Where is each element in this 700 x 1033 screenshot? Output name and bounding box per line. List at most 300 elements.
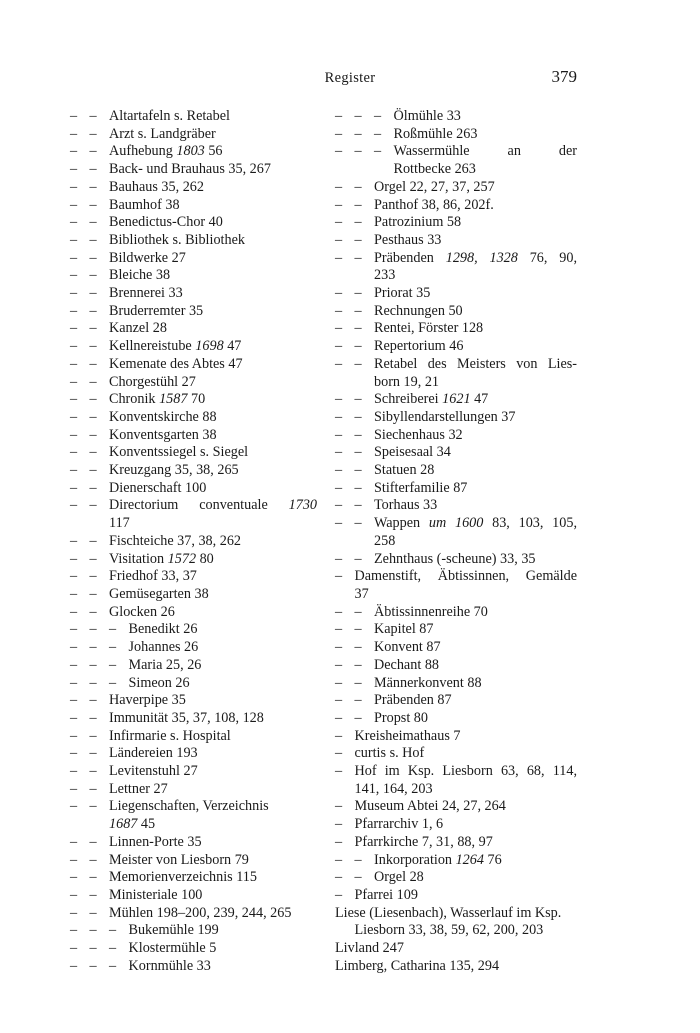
entry-dash: – [335, 515, 343, 532]
index-entry [70, 781, 317, 799]
index-entry [70, 391, 317, 409]
entry-text: Präbenden 1298, 1328 76, 90, [374, 249, 577, 266]
entry-dash: – [70, 355, 78, 372]
entry-dash: – [70, 851, 78, 868]
entry-text: Männerkonvent 88 [374, 674, 482, 691]
entry-dash: – [89, 267, 97, 284]
entry-dash: – [335, 833, 343, 850]
entry-dash: – [89, 798, 97, 815]
entry-dash: – [335, 320, 343, 337]
entry-dash: – [70, 178, 78, 195]
entry-dash: – [89, 550, 97, 567]
index-entry [70, 745, 317, 763]
entry-dash: – [354, 656, 362, 673]
entry-text: Konventssiegel s. Siegel [109, 444, 249, 461]
entry-dash: – [89, 621, 97, 638]
index-entry [335, 869, 577, 887]
index-entry [70, 657, 317, 675]
index-entry [70, 480, 317, 498]
index-entry [335, 834, 577, 852]
entry-dash: – [89, 178, 97, 195]
entry-dash: – [354, 125, 362, 142]
entry-text: Arzt s. Landgräber [109, 125, 216, 142]
entry-dash: – [70, 444, 78, 461]
entry-text: Back- und Brauhaus 35, 267 [109, 161, 271, 178]
entry-text: Pfarrarchiv 1, 6 [354, 816, 444, 833]
entry-text: Bibliothek s. Bibliothek [109, 231, 245, 248]
entry-dash: – [70, 285, 78, 302]
index-entry [70, 179, 317, 197]
entry-text: Pesthaus 33 [374, 231, 442, 248]
index-entry [335, 639, 577, 657]
entry-text: Immunität 35, 37, 108, 128 [109, 709, 264, 726]
entry-dash: – [354, 444, 362, 461]
entry-dash: – [374, 125, 382, 142]
entry-dash: – [89, 656, 97, 673]
index-entry [335, 887, 577, 905]
entry-dash: – [335, 851, 343, 868]
entry-dash: – [335, 479, 343, 496]
entry-dash: – [109, 656, 117, 673]
entry-continuation: 117 [109, 515, 130, 532]
entry-text: Kreuzgang 35, 38, 265 [109, 462, 239, 479]
index-entry [70, 250, 317, 268]
entry-dash: – [89, 444, 97, 461]
index-entry [70, 568, 317, 586]
entry-dash: – [70, 125, 78, 142]
entry-dash: – [335, 196, 343, 213]
entry-dash: – [354, 108, 362, 124]
entry-text: Kemenate des Abtes 47 [109, 355, 243, 372]
entry-text: Levitenstuhl 27 [109, 763, 198, 780]
entry-dash: – [354, 869, 362, 886]
entry-dash: – [335, 285, 343, 302]
entry-continuation: born 19, 21 [374, 373, 440, 390]
entry-dash: – [70, 709, 78, 726]
entry-dash: – [354, 479, 362, 496]
entry-dash: – [335, 143, 343, 160]
index-entry [335, 409, 577, 427]
entry-dash: – [89, 249, 97, 266]
entry-dash: – [354, 196, 362, 213]
entry-text: Directorium conventuale 1730 [109, 497, 317, 514]
index-entry [335, 303, 577, 321]
entry-dash: – [354, 639, 362, 656]
entry-continuation: 258 [374, 532, 396, 549]
entry-dash: – [70, 922, 78, 939]
entry-dash: – [89, 497, 97, 514]
index-entry [70, 692, 317, 710]
entry-dash: – [89, 479, 97, 496]
entry-dash: – [354, 302, 362, 319]
entry-dash: – [89, 886, 97, 903]
entry-dash: – [354, 143, 362, 160]
index-entry [70, 834, 317, 852]
index-entry [335, 179, 577, 197]
index-entry [70, 586, 317, 604]
entry-dash: – [335, 816, 343, 833]
index-column-right [335, 108, 577, 975]
entry-dash: – [89, 851, 97, 868]
index-entry [335, 763, 577, 798]
index-entry [335, 126, 577, 144]
index-entry [70, 427, 317, 445]
index-entry [335, 551, 577, 569]
entry-continuation: 37 [354, 585, 369, 602]
entry-dash: – [70, 338, 78, 355]
index-entry [70, 604, 317, 622]
entry-dash: – [335, 391, 343, 408]
index-entry [70, 940, 317, 958]
entry-dash: – [109, 957, 117, 974]
entry-dash: – [335, 886, 343, 903]
entry-text: Lettner 27 [109, 780, 168, 797]
index-entry [335, 214, 577, 232]
entry-dash: – [109, 922, 117, 939]
entry-text: Patrozinium 58 [374, 214, 462, 231]
entry-dash: – [354, 355, 362, 372]
entry-text: Kapitel 87 [374, 621, 434, 638]
entry-text: Kellnereistube 1698 47 [109, 338, 242, 355]
entry-dash: – [354, 320, 362, 337]
index-entry [70, 728, 317, 746]
index-entry [335, 338, 577, 356]
entry-dash: – [89, 125, 97, 142]
index-entry [70, 763, 317, 781]
index-entry [70, 356, 317, 374]
index-entry [335, 675, 577, 693]
entry-dash: – [70, 621, 78, 638]
entry-dash: – [354, 550, 362, 567]
index-entry [70, 852, 317, 870]
entry-dash: – [335, 709, 343, 726]
index-entry [335, 940, 577, 958]
entry-dash: – [335, 108, 343, 124]
index-entry [70, 922, 317, 940]
index-entry [70, 621, 317, 639]
entry-text: Glocken 26 [109, 603, 175, 620]
entry-dash: – [89, 904, 97, 921]
entry-dash: – [354, 621, 362, 638]
entry-dash: – [335, 444, 343, 461]
entry-text: Statuen 28 [374, 462, 435, 479]
entry-dash: – [70, 426, 78, 443]
entry-dash: – [70, 780, 78, 797]
entry-text: Schreiberei 1621 47 [374, 391, 489, 408]
entry-dash: – [70, 745, 78, 762]
entry-text: Kornmühle 33 [128, 957, 211, 974]
index-entry [335, 604, 577, 622]
entry-text: Roßmühle 263 [393, 125, 478, 142]
entry-dash: – [335, 727, 343, 744]
entry-dash: – [70, 391, 78, 408]
entry-text: Bauhaus 35, 262 [109, 178, 204, 195]
entry-text: Baumhof 38 [109, 196, 180, 213]
entry-dash: – [354, 851, 362, 868]
entry-dash: – [335, 355, 343, 372]
entry-dash: – [354, 515, 362, 532]
entry-continuation: 233 [374, 267, 396, 284]
entry-dash: – [335, 674, 343, 691]
entry-dash: – [354, 692, 362, 709]
entry-dash: – [374, 108, 382, 124]
entry-dash: – [374, 143, 382, 160]
entry-text: Inkorporation 1264 76 [374, 851, 502, 868]
entry-dash: – [354, 674, 362, 691]
index-entry [335, 197, 577, 215]
entry-dash: – [89, 763, 97, 780]
entry-dash: – [89, 391, 97, 408]
index-entry [70, 444, 317, 462]
index-entry [70, 285, 317, 303]
entry-dash: – [89, 780, 97, 797]
entry-text: Bukemühle 199 [128, 922, 219, 939]
entry-dash: – [335, 550, 343, 567]
entry-dash: – [70, 143, 78, 160]
entry-dash: – [354, 285, 362, 302]
index-entry [70, 551, 317, 569]
index-entry [335, 958, 577, 976]
entry-dash: – [70, 798, 78, 815]
entry-dash: – [89, 869, 97, 886]
entry-dash: – [70, 727, 78, 744]
entry-dash: – [70, 603, 78, 620]
entry-text: Limberg, Catharina 135, 294 [335, 957, 500, 974]
entry-dash: – [354, 426, 362, 443]
entry-text: Livland 247 [335, 940, 404, 957]
index-entry [335, 568, 577, 603]
index-entry [335, 444, 577, 462]
index-entry [335, 391, 577, 409]
entry-dash: – [89, 568, 97, 585]
entry-dash: – [70, 320, 78, 337]
index-entry [70, 462, 317, 480]
entry-text: Äbtissinnenreihe 70 [374, 603, 488, 620]
entry-text: Torhaus 33 [374, 497, 438, 514]
entry-dash: – [70, 639, 78, 656]
entry-dash: – [335, 178, 343, 195]
entry-text: Mühlen 198–200, 239, 244, 265 [109, 904, 292, 921]
entry-text: Friedhof 33, 37 [109, 568, 197, 585]
index-entry [70, 267, 317, 285]
entry-dash: – [89, 214, 97, 231]
index-entry [335, 356, 577, 391]
entry-dash: – [109, 940, 117, 957]
entry-dash: – [89, 674, 97, 691]
index-entry [70, 798, 317, 833]
entry-continuation: 141, 164, 203 [354, 780, 433, 797]
entry-text: Haverpipe 35 [109, 692, 186, 709]
index-entry [70, 214, 317, 232]
entry-dash: – [89, 532, 97, 549]
entry-text: Rentei, Förster 128 [374, 320, 484, 337]
index-entry [335, 745, 577, 763]
entry-text: Visitation 1572 80 [109, 550, 214, 567]
entry-text: Kreisheimathaus 7 [354, 727, 461, 744]
entry-text: Liese (Liesenbach), Wasserlauf im Ksp. [335, 904, 562, 921]
entry-dash: – [335, 426, 343, 443]
index-entry [70, 497, 317, 532]
entry-text: Brennerei 33 [109, 285, 183, 302]
entry-text: Retabel des Meisters von Lies- [374, 355, 577, 372]
entry-dash: – [354, 391, 362, 408]
entry-text: Bruderremter 35 [109, 302, 204, 319]
entry-text: Altartafeln s. Retabel [109, 108, 230, 124]
entry-text: Propst 80 [374, 709, 428, 726]
index-entry [70, 232, 317, 250]
entry-dash: – [89, 338, 97, 355]
index-entry [335, 497, 577, 515]
entry-dash: – [89, 143, 97, 160]
entry-dash: – [354, 231, 362, 248]
entry-dash: – [89, 285, 97, 302]
entry-text: Johannes 26 [128, 639, 199, 656]
entry-text: Konventskirche 88 [109, 408, 217, 425]
entry-dash: – [70, 532, 78, 549]
index-entry [335, 852, 577, 870]
entry-dash: – [70, 869, 78, 886]
entry-text: Stifterfamilie 87 [374, 479, 468, 496]
page-header-title: Register [324, 70, 376, 86]
entry-dash: – [89, 196, 97, 213]
entry-text: Dechant 88 [374, 656, 440, 673]
entry-dash: – [70, 408, 78, 425]
entry-text: Sibyllendarstellungen 37 [374, 408, 516, 425]
index-entry [70, 675, 317, 693]
entry-dash: – [70, 904, 78, 921]
entry-text: Dienerschaft 100 [109, 479, 207, 496]
entry-dash: – [70, 763, 78, 780]
index-entry [335, 692, 577, 710]
entry-text: Priorat 35 [374, 285, 431, 302]
entry-dash: – [335, 338, 343, 355]
entry-dash: – [70, 674, 78, 691]
entry-dash: – [70, 373, 78, 390]
entry-dash: – [354, 497, 362, 514]
entry-text: Siechenhaus 32 [374, 426, 463, 443]
entry-dash: – [70, 886, 78, 903]
entry-dash: – [89, 373, 97, 390]
entry-text: Speisesaal 34 [374, 444, 451, 461]
index-entry [70, 143, 317, 161]
entry-text: Liegenschaften, Verzeichnis [109, 798, 269, 815]
entry-dash: – [335, 656, 343, 673]
index-entry [335, 320, 577, 338]
entry-dash: – [335, 798, 343, 815]
entry-text: Zehnthaus (-scheune) 33, 35 [374, 550, 536, 567]
entry-dash: – [89, 639, 97, 656]
entry-continuation: 1687 45 [109, 816, 156, 833]
entry-dash: – [70, 497, 78, 514]
entry-text: Wappen um 1600 83, 103, 105, [374, 515, 577, 532]
entry-dash: – [70, 267, 78, 284]
entry-dash: – [335, 231, 343, 248]
entry-text: Kanzel 28 [109, 320, 167, 337]
index-entry [70, 126, 317, 144]
index-entry [70, 303, 317, 321]
entry-continuation: Rottbecke 263 [393, 161, 476, 178]
page-number: 379 [551, 67, 577, 86]
entry-text: Damenstift, Äbtissinnen, Gemälde [354, 568, 577, 585]
entry-dash: – [335, 692, 343, 709]
entry-dash: – [335, 497, 343, 514]
entry-text: Panthof 38, 86, 202f. [374, 196, 494, 213]
entry-dash: – [89, 603, 97, 620]
index-entry [335, 710, 577, 728]
entry-dash: – [89, 745, 97, 762]
entry-dash: – [89, 408, 97, 425]
index-entry [70, 905, 317, 923]
entry-dash: – [335, 621, 343, 638]
entry-dash: – [89, 302, 97, 319]
index-entry [70, 197, 317, 215]
entry-dash: – [335, 214, 343, 231]
index-entry [335, 905, 577, 940]
entry-text: Orgel 22, 27, 37, 257 [374, 178, 495, 195]
entry-text: Fischteiche 37, 38, 262 [109, 532, 242, 549]
entry-dash: – [354, 603, 362, 620]
index-entry [70, 161, 317, 179]
entry-dash: – [335, 302, 343, 319]
entry-dash: – [335, 603, 343, 620]
index-entry [335, 285, 577, 303]
entry-text: Benedikt 26 [128, 621, 198, 638]
entry-text: Konventsgarten 38 [109, 426, 217, 443]
entry-dash: – [70, 568, 78, 585]
entry-text: Ölmühle 33 [393, 108, 461, 124]
entry-dash: – [335, 745, 343, 762]
entry-dash: – [335, 408, 343, 425]
index-entry [335, 515, 577, 550]
entry-dash: – [70, 231, 78, 248]
index-entry [70, 409, 317, 427]
entry-dash: – [354, 408, 362, 425]
entry-dash: – [89, 462, 97, 479]
entry-continuation: Liesborn 33, 38, 59, 62, 200, 203 [354, 922, 544, 939]
entry-dash: – [354, 338, 362, 355]
entry-text: Repertorium 46 [374, 338, 464, 355]
entry-dash: – [70, 108, 78, 124]
entry-text: Orgel 28 [374, 869, 424, 886]
index-entry [335, 108, 577, 126]
entry-dash: – [70, 550, 78, 567]
entry-dash: – [335, 568, 343, 585]
index-entry [335, 462, 577, 480]
entry-dash: – [335, 639, 343, 656]
index-entry [335, 728, 577, 746]
index-entry [70, 958, 317, 976]
index-entry [70, 338, 317, 356]
entry-text: Konvent 87 [374, 639, 441, 656]
entry-text: Ländereien 193 [109, 745, 198, 762]
entry-text: Präbenden 87 [374, 692, 452, 709]
entry-dash: – [70, 957, 78, 974]
entry-text: Benedictus-Chor 40 [109, 214, 223, 231]
entry-dash: – [89, 320, 97, 337]
entry-dash: – [89, 108, 97, 124]
entry-text: Rechnungen 50 [374, 302, 463, 319]
entry-text: Klostermühle 5 [128, 940, 217, 957]
index-entry [335, 480, 577, 498]
index-entry [335, 798, 577, 816]
entry-text: Wassermühle an der [393, 143, 577, 160]
entry-text: Infirmarie s. Hospital [109, 727, 231, 744]
entry-dash: – [89, 355, 97, 372]
entry-text: Pfarrkirche 7, 31, 88, 97 [354, 833, 493, 850]
entry-dash: – [70, 462, 78, 479]
entry-text: Bleiche 38 [109, 267, 171, 284]
index-entry [335, 816, 577, 834]
